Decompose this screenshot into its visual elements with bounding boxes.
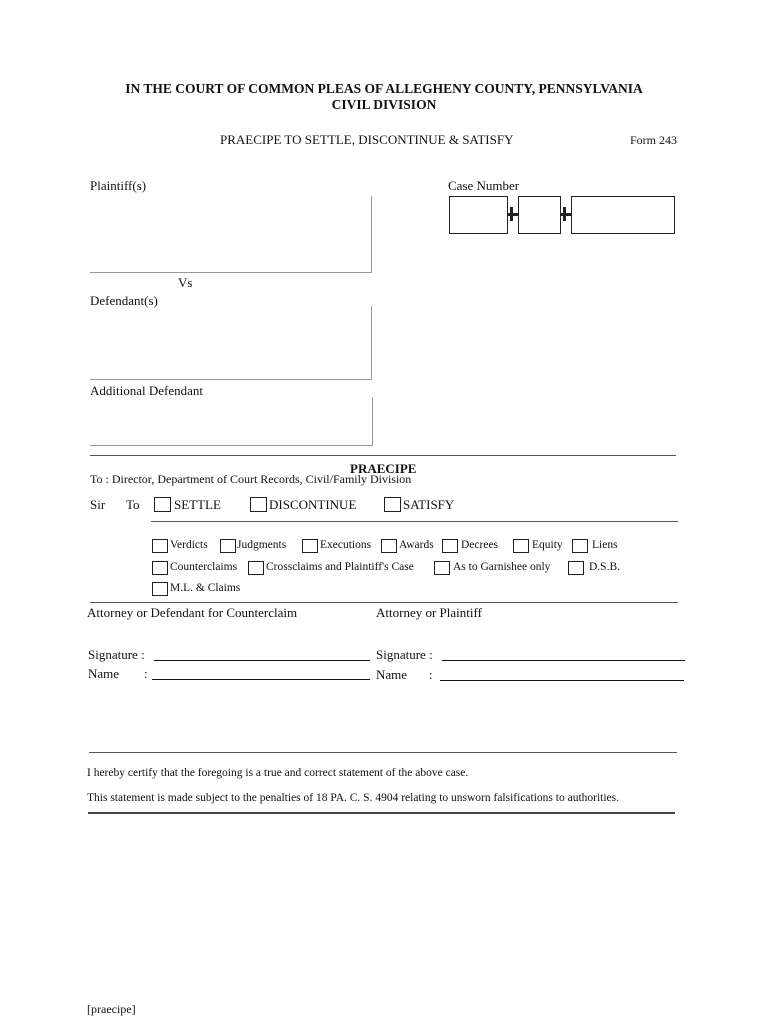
defendant-field[interactable]	[90, 306, 372, 380]
form-title: PRAECIPE TO SETTLE, DISCONTINUE & SATISFY	[220, 132, 514, 147]
awards-label: Awards	[399, 539, 434, 551]
items-divider	[90, 602, 678, 603]
garnishee-label: As to Garnishee only	[453, 561, 551, 573]
signature-field-left[interactable]	[154, 660, 370, 661]
decrees-checkbox[interactable]	[442, 539, 458, 553]
counterclaims-checkbox[interactable]	[152, 561, 168, 575]
name-colon-left: :	[144, 666, 148, 681]
praecipe-to-line: To : Director, Department of Court Records, Civil/Family Division	[90, 472, 412, 486]
ml-claims-label: M.L. & Claims	[170, 582, 241, 594]
crossclaims-checkbox[interactable]	[248, 561, 264, 575]
to-label: To	[126, 497, 140, 512]
name-label-right: Name	[376, 667, 408, 682]
case-number-part-3[interactable]	[571, 196, 675, 234]
certification-bottom-divider	[88, 812, 675, 814]
plaintiff-label: Plaintiff(s)	[90, 178, 147, 193]
certification-top-divider	[89, 752, 677, 753]
judgments-label: Judgments	[237, 539, 287, 551]
case-number-part-2[interactable]	[518, 196, 561, 234]
discontinue-checkbox[interactable]	[250, 497, 267, 512]
form-number: Form 243	[630, 133, 678, 147]
name-colon-right: :	[429, 667, 433, 682]
attorney-defendant-heading: Attorney or Defendant for Counterclaim	[87, 605, 298, 620]
executions-checkbox[interactable]	[302, 539, 318, 553]
court-heading: IN THE COURT OF COMMON PLEAS OF ALLEGHENY COUNTY, PENNSYLVANIA	[125, 81, 643, 96]
equity-label: Equity	[532, 539, 563, 551]
liens-checkbox[interactable]	[572, 539, 588, 553]
name-field-right[interactable]	[440, 680, 684, 681]
executions-label: Executions	[320, 539, 372, 551]
signature-field-right[interactable]	[442, 660, 685, 661]
counterclaims-label: Counterclaims	[170, 561, 238, 573]
name-field-left[interactable]	[152, 679, 370, 680]
judgments-checkbox[interactable]	[220, 539, 236, 553]
ml-claims-checkbox[interactable]	[152, 582, 168, 596]
verdicts-checkbox[interactable]	[152, 539, 168, 553]
praecipe-heading: PRAECIPE	[350, 461, 417, 476]
equity-checkbox[interactable]	[513, 539, 529, 553]
liens-label: Liens	[592, 539, 618, 551]
settle-label: SETTLE	[174, 497, 221, 512]
signature-label-left: Signature :	[88, 647, 145, 662]
discontinue-label: DISCONTINUE	[269, 497, 357, 512]
verdicts-label: Verdicts	[170, 539, 208, 551]
additional-defendant-field[interactable]	[90, 397, 373, 446]
satisfy-checkbox[interactable]	[384, 497, 401, 512]
certification-line-1: I hereby certify that the foregoing is a true and correct statement of the above case.	[87, 767, 469, 779]
decrees-label: Decrees	[461, 539, 499, 551]
footer-tag: [praecipe]	[87, 1002, 136, 1016]
satisfy-label: SATISFY	[403, 497, 455, 512]
action-divider	[151, 521, 678, 522]
garnishee-checkbox[interactable]	[434, 561, 450, 575]
additional-defendant-label: Additional Defendant	[90, 383, 203, 398]
certification-line-2: This statement is made subject to the penalties of 18 PA. C. S. 4904 relating to unsworn falsifications to authorities.	[87, 792, 620, 804]
name-label-left: Name	[88, 666, 120, 681]
sir-label: Sir	[90, 497, 106, 512]
attorney-plaintiff-heading: Attorney or Plaintiff	[376, 605, 482, 620]
plaintiff-field[interactable]	[90, 196, 372, 273]
awards-checkbox[interactable]	[381, 539, 397, 553]
division-heading: CIVIL DIVISION	[331, 97, 437, 112]
section-divider	[90, 455, 676, 456]
case-number-dash-1-tick	[510, 207, 513, 221]
case-number-label: Case Number	[448, 178, 520, 193]
dsb-label: D.S.B.	[589, 561, 620, 573]
vs-label: Vs	[178, 275, 193, 290]
defendant-label: Defendant(s)	[90, 293, 158, 308]
case-number-dash-2-tick	[563, 207, 566, 221]
settle-checkbox[interactable]	[154, 497, 171, 512]
crossclaims-label: Crossclaims and Plaintiff's Case	[266, 561, 414, 573]
case-number-part-1[interactable]	[449, 196, 508, 234]
dsb-checkbox[interactable]	[568, 561, 584, 575]
signature-label-right: Signature :	[376, 647, 433, 662]
